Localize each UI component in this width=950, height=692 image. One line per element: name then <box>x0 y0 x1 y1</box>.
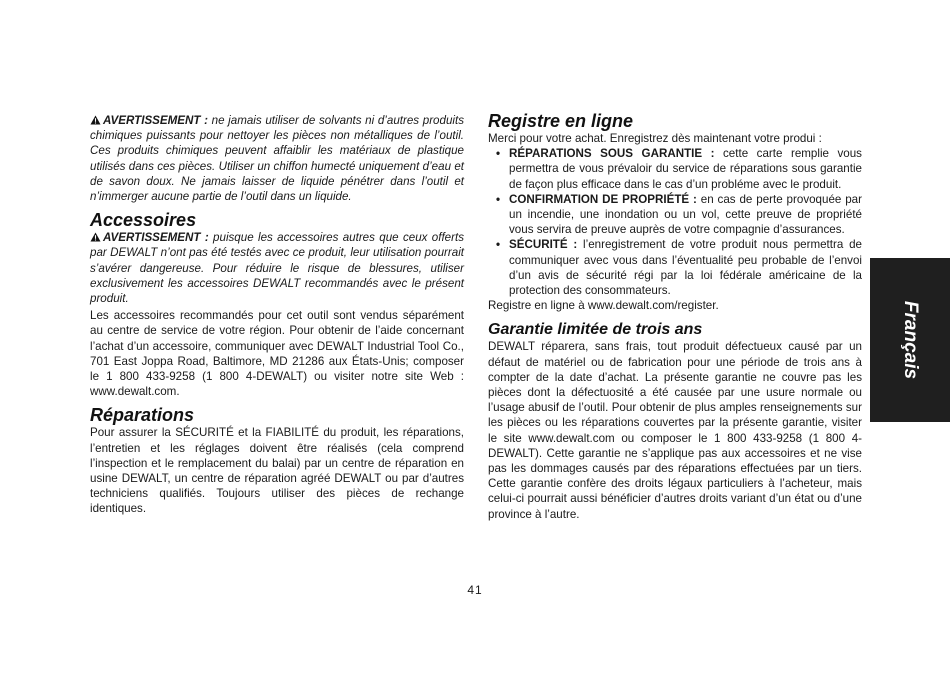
list-item <box>496 146 862 192</box>
warning-label: AVERTISSEMENT : <box>103 231 209 245</box>
warning-label: AVERTISSEMENT : <box>103 114 208 127</box>
bullet-mark: • <box>496 238 501 252</box>
warning-triangle-icon <box>90 115 101 125</box>
registry-link: Registre en ligne à www.dewalt.com/register. <box>488 299 719 313</box>
registry-intro: Merci pour votre achat. Enregistrez dès maintenant votre produi : <box>488 132 822 145</box>
registry-heading: Registre en ligne <box>488 111 634 131</box>
page-number: 41 <box>467 583 483 597</box>
warning-text: ne jamais utiliser de solvants ni d’autres produits chimiques puissants pour nettoyer les pièces non métalliques de l’outil. Ces produits chimiques peuvent affaiblir les matériaux de plastique utilisés dans ces pièces. Utiliser un chiffon humecté uniquement d’eau et de savon doux. Ne jamais laisser de liquide pénétrer dans l’outil et n’immerger aucune partie de l’outil dans un liquide. <box>90 114 464 204</box>
left-column <box>90 113 464 517</box>
language-tab-label: Français <box>900 300 921 380</box>
list-item-text: en cas de perte provoquée par un incendie, une inondation ou un vol, cette preuve de propriété vous servira de preuve auprès de votre compagnie d’assurances. <box>509 192 862 237</box>
accessories-heading: Accessoires <box>90 210 197 231</box>
warning-triangle-icon <box>90 232 101 242</box>
list-item-text: cette carte remplie vous permettra de vous prévaloir du service de réparations sous garantie de façon plus efficace dans le cas d’un probléme avec le produit. <box>509 147 862 191</box>
list-item <box>496 237 862 298</box>
list-item-text: l’enregistrement de votre produit nous permettra de communiquer avec vous dans l’éventualité peu probable de l’envoi d’un avis de sécurité régi par la loi fédérale américaine de la protection des consommateurs. <box>509 238 862 298</box>
accessories-text: Les accessoires recommandés pour cet outil sont vendus séparément au centre de service de votre région. Pour obtenir de l’aide concernant l’achat d’un accessoire, communiquer avec DEWALT Industrial Tool Co., 701 East Joppa Road, Baltimore, MD 21286 aux États-Unis; composer le 1 800 433-9258 (1 800 4-DEWALT) ou visiter notre site Web : www.dewalt.com. <box>90 309 464 399</box>
list-item <box>496 192 862 238</box>
list-item-label: SÉCURITÉ : <box>509 238 578 252</box>
right-column <box>488 111 862 522</box>
repairs-heading: Réparations <box>90 405 195 426</box>
language-side-tab <box>870 258 950 422</box>
warning-text: puisque les accessoires autres que ceux offerts par DEWALT n’ont pas été testés avec ce produit, leur utilisation pourrait s’avérer dangereuse. Pour réduire le risque de blessures, utiliser exclusivement les accessoires DEWALT recommandés avec le présent produit. <box>90 231 465 306</box>
bullet-mark: • <box>496 147 501 161</box>
warranty-heading: Garantie limitée de trois ans <box>488 321 703 339</box>
list-item-label: CONFIRMATION DE PROPRIÉTÉ : <box>509 192 697 206</box>
registry-benefits-list <box>496 146 862 298</box>
list-item-label: RÉPARATIONS SOUS GARANTIE : <box>509 147 715 161</box>
bullet-mark: • <box>496 192 501 206</box>
maintenance-warning <box>90 113 464 204</box>
repairs-text: Pour assurer la SÉCURITÉ et la FIABILITÉ du produit, les réparations, l’entretien et les réglages doivent être réalisés (cela comprend l’inspection et le remplacement du balai) par un centre de réparation en usine DEWALT, un centre de réparation agréé DEWALT ou par d’autres techniciens qualifiés. Toujours utiliser des pièces de rechange identiques. <box>90 426 464 516</box>
accessories-warning <box>90 230 464 306</box>
warranty-text: DEWALT réparera, sans frais, tout produit défectueux causé par un défaut de matériel ou de fabrication pour une période de trois ans à compter de la date d’achat. La présente garantie ne couvre pas les pièces dont la défectuosité a été causée par une usure normale ou l’usage abusif de l’outil. Pour obtenir de plus amples renseignements sur les pièces ou les réparations couvertes par la présente garantie, visiter le site www.dewalt.com ou composer le 1 800 433-9258 (1 800 4-DEWALT). Cette garantie ne s’applique pas aux accessoires et ne vise pas les dommages causés par des réparations effectuées par un tiers. Cette garantie confère des droits légaux particuliers à l’acheteur, mais celui-ci pourrait aussi bénéficier d’autres droits variant d’un état ou d’une province à l’autre. <box>488 340 862 521</box>
